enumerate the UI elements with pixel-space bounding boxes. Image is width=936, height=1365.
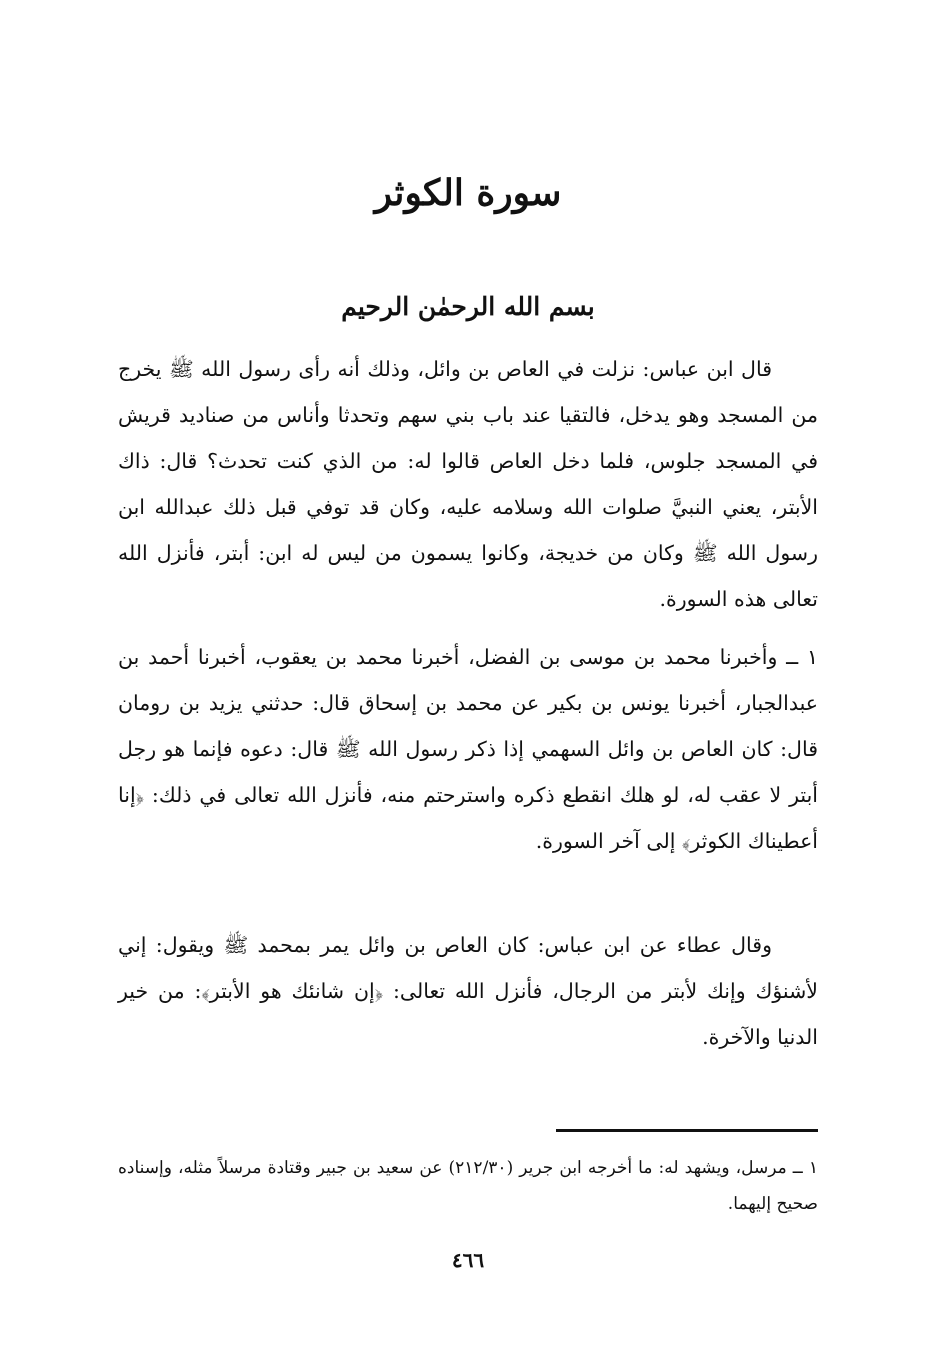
body-paragraph-ata: وقال عطاء عن ابن عباس: كان العاص بن وائل يمر بمحمد ﷺ ويقول: إني لأشنؤك وإنك لأبتر من الرجال، فأنزل الله تعالى: ﴿إن شانئك هو الأبتر﴾: من خير الدنيا والآخرة. xyxy=(118,933,818,1049)
basmala-heading: بسم الله الرحمٰن الرحيم xyxy=(341,292,595,321)
page-number: ٤٦٦ xyxy=(451,1248,485,1272)
body-paragraph-narration-1: ١ ــ وأخبرنا محمد بن موسى بن الفضل، أخبرنا محمد بن يعقوب، أخبرنا أحمد بن عبدالجبار، أخبرنا يونس بن بكير عن محمد بن إسحاق قال: حدثني يزيد بن رومان قال: كان العاص بن وائل السهمي إذا ذكر رسول الله ﷺ قال: دعوه فإنما هو رجل أبتر لا عقب له، لو هلك انقطع ذكره واسترحتم منه، فأنزل الله تعالى في ذلك: ﴿إنا أعطيناك الكوثر﴾ إلى آخر السورة. xyxy=(118,645,818,853)
surah-title: سورة الكوثر xyxy=(374,172,562,214)
body-paragraph-ibn-abbas: قال ابن عباس: نزلت في العاص بن وائل، وذلك أنه رأى رسول الله ﷺ يخرج من المسجد وهو يدخل، فالتقيا عند باب بني سهم وتحدثا وأناس من صناديد قريش في المسجد جلوس، فلما دخل العاص قالوا له: من الذي كنت تحدث؟ قال: ذاك الأبتر، يعني النبيَّ صلوات الله وسلامه عليه، وكان قد توفي قبل ذلك عبدالله ابن رسول الله ﷺ وكان من خديجة، وكانوا يسمون من ليس له ابن: أبتر، فأنزل الله تعالى هذه السورة. xyxy=(118,357,818,611)
footnote-divider xyxy=(556,1129,818,1132)
footnote-text: ١ ــ مرسل، ويشهد له: ما أخرجه ابن جرير (٢١٢/٣٠) عن سعيد بن جبير وقتادة مرسلاً مثله، وإسناده صحيح إليهما. xyxy=(118,1158,818,1214)
